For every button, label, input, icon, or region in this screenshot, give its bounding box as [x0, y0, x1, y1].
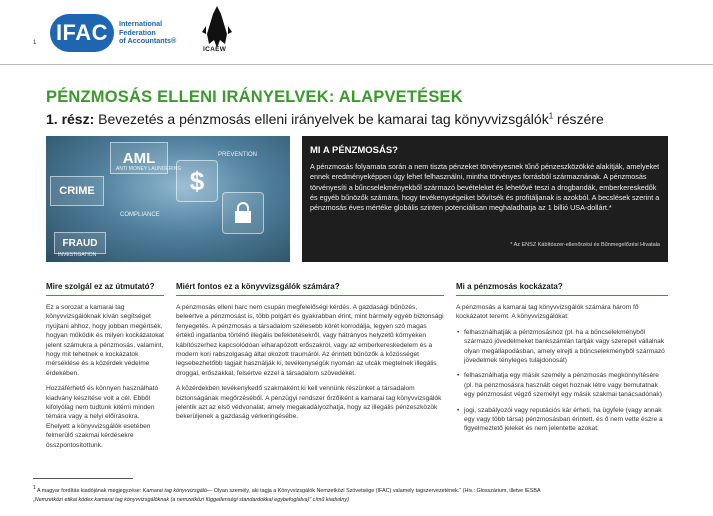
- column-risks: [456, 282, 668, 440]
- column-divider: [176, 295, 444, 296]
- dollar-icon: $: [176, 160, 218, 202]
- paragraph: Hozzáférhető és könnyen használható kiadvány készítése volt a cél. Ebből kifolyólag nem tudtunk kitérni minden témára vagy a helyi előírásokra. Ehelyett a könyvvizsgálók esetében felmerülő szakmai kérdésekre összpontosítottunk.: [46, 385, 159, 449]
- fraud-tile: FRAUD: [54, 232, 106, 254]
- column-heading: Mi a pénzmosás kockázata?: [456, 282, 563, 291]
- ifac-name: International Federation of Accountants®: [119, 19, 177, 46]
- box-footnote: * Az ENSZ Kábítószer-ellenőrzési és Bűnmegelőzési Hivatala: [510, 242, 660, 248]
- icaew-label: ICAEW: [203, 46, 227, 53]
- paragraph: A pénzmosás elleni harc nem csupán megfelelőségi kérdés. A gazdasági bűnözés, beleértve a pénzmosást is, több polgárt és gyakrabban érint, mint bármely egyéb biztonsági fenyegetés. A pénzmosás a társadalom szélesebb körét korrodálja, legyen szó magas értékű ingatlanba történő illegális befektetésekről, vagy hátrányos helyzetű környéken kábítószerhez kapcsolódóan elharapózott erőszakról, vagy az emberkereskedelem és a modern kori rabszolgaság által okozott traumáról. Az érintett bűnözők a közösséget legsebezhetőbb tagjait használják ki, tevékenységük nyomán az utcák megtelnek illegális droggal, erőszakkal, felsértve ezzel a társadalom szövedékét.: [176, 304, 444, 377]
- column-heading: Mire szolgál ez az útmutató?: [46, 282, 155, 291]
- crime-tile: CRIME: [50, 176, 104, 206]
- what-is-money-laundering-box: [302, 136, 668, 262]
- aml-sub-label: ANTI MONEY LAUNDERING: [116, 166, 182, 172]
- header-divider: [0, 64, 713, 65]
- list-item: • jogi, szabályozói vagy reputációs kár érheti, ha ügyfele (vagy annak egy vagy több társa) pénzmosásban érintett, és ő nem vette észre a figyelmeztető jeleket és nem jelentette azokat.: [464, 406, 668, 434]
- list-item: • felhasználhatja egy másik személy a pénzmosás megkönnyítésére (pl. ha pénzmosásra használt céget hoznak létre vagy bemutatnak egy pénzmosást végző személyt egy másik szakmai tanácsadónak): [464, 371, 668, 399]
- investigation-label: INVESTIGATION: [58, 252, 97, 258]
- column-heading: Miért fontos ez a könyvvizsgálók számára?: [176, 282, 340, 291]
- footnote: $^1$ A magyar fordítás kiadójának megjegyzése: Kamarai tag könyvvizsgáló— Olyan személy, aki tagja a Könyvvizsgálók Nemzetközi Szövetsége (IFAC) valamely tagszervezetének." (Hiv.: Glosszárium, illetve IESBA „Nemzetközi etikai kódex kamarai tag könyvvizsgálóknak (a nemzetközi függetlenségi standardokkal egybefoglalva)" című kiadvány): [33, 485, 541, 503]
- column-divider: [46, 295, 164, 296]
- paragraph: A közérdekben tevékenykedő szakmaként ki kell vennünk részünket a társadalom biztonságának megőrzéséből. A pénzügyi rendszer őrzőiként a kamarai tag könyvvizsgálók jelentik azt az első védvonalat, amely megakadályozhatja, hogy az illegális pénzeszközök bekerüljenek a gazdaság vérkeringésébe.: [176, 385, 442, 421]
- risk-list: [456, 328, 668, 434]
- hero-image: [46, 136, 290, 262]
- column-divider: [456, 295, 668, 296]
- page-number: 1: [33, 40, 37, 46]
- aml-tile: AML: [110, 142, 168, 174]
- footnote-divider: [33, 478, 133, 479]
- page-title: PÉNZMOSÁS ELLENI IRÁNYELVEK: ALAPVETÉSEK: [46, 88, 463, 106]
- column-why-important: [176, 282, 444, 428]
- box-title: MI A PÉNZMOSÁS?: [310, 145, 398, 156]
- column-guide-purpose: [46, 282, 164, 456]
- ifac-logo: IFAC: [50, 14, 114, 52]
- box-body: A pénzmosás folyamata során a nem tiszta pénzeket törvényesnek tűnő pénzeszközökké alakítják, amelyeket ennek eredményeképpen úgy lehet felhasználni, mintha törvényes forrásból származnának. A pénzmosás törvényesíti a bűncselekményekből származó bevételeket és lehetővé teszi a drogbandák, emberkereskedők és egyéb bűnözők számára, hogy tevékenységeiket bővítsék és profitáljanak is azokból. A becslések szerint a pénzmosás éves mértéke globális szinten potenciálisan meghaladhatja az 1 billió USA-dollárt.*: [310, 162, 660, 213]
- paragraph: Ez a sorozat a kamarai tag könyvvizsgálóknak kíván segítséget nyújtani ahhoz, hogy jobban megértsék, hogyan működik és milyen kockázatokat jelent számukra a pénzmosás, valamint, hogy mit tehetnek e kockázatok mérséklése és a közérdek védelme érdekében.: [46, 304, 165, 377]
- page-subtitle: 1. rész: Bevezetés a pénzmosás elleni irányelvek be kamarai tag könyvvizsgálók$^1$ részére: [46, 111, 604, 127]
- lock-icon: [222, 192, 264, 234]
- paragraph: A pénzmosás a kamarai tag könyvvizsgálók számára három fő kockázatot teremt. A könyvvizsgálókat:: [456, 304, 639, 321]
- prevention-label: PREVENTION: [218, 152, 258, 158]
- compliance-label: COMPLIANCE: [120, 212, 160, 218]
- list-item: • felhasználhatják a pénzmosáshoz (pl. ha a bűncselekményből származó jövedelmeket bankszámlán tartják vagy szerepet vállalnak olyan megállapodásban, amely elrejti a bűncselekményből származó jövedelmek tényleges tulajdonosát): [464, 328, 668, 366]
